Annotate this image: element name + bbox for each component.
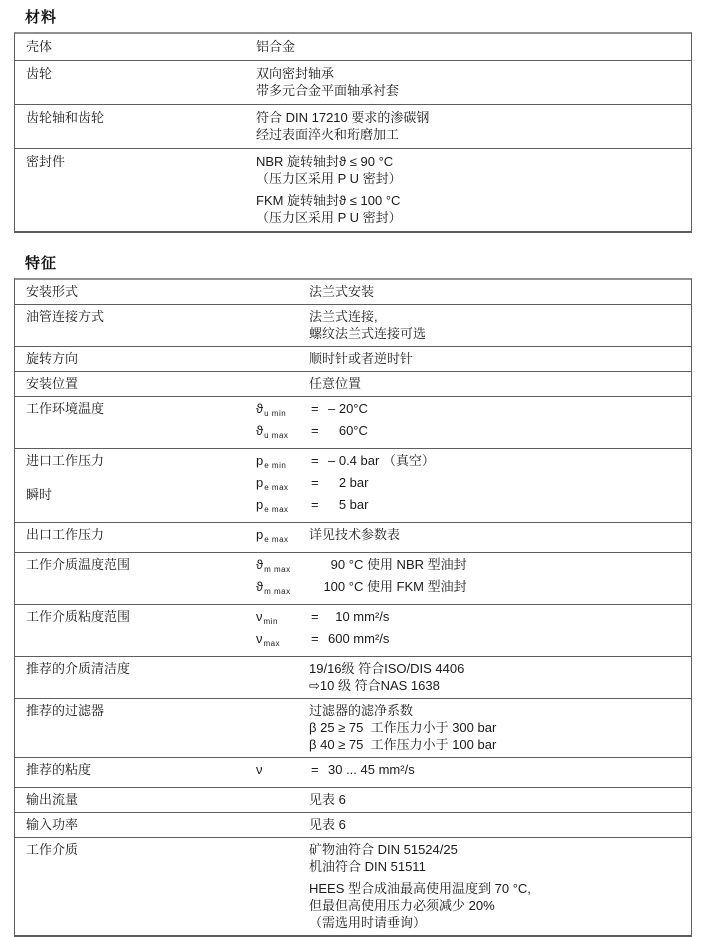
value-line (256, 791, 691, 808)
value-line (256, 880, 691, 897)
value-line (256, 660, 691, 677)
symbol: $ϑ_{u min}$ (256, 401, 287, 418)
value-text: 螺纹法兰式连接可选 (309, 326, 427, 341)
row-label (15, 660, 256, 694)
symbol: $ϑ_{u max}$ (256, 423, 289, 440)
label-line: 进口工作压力 (26, 453, 105, 468)
value-text: 矿物油符合 DIN 51524/25 (309, 842, 458, 857)
table-row (15, 657, 691, 699)
row-label (15, 841, 256, 931)
value-line (256, 841, 691, 858)
value-line (256, 400, 691, 422)
row-label (15, 761, 256, 783)
row-content (256, 841, 691, 931)
row-content (256, 608, 691, 652)
label-line: 瞬时 (26, 487, 53, 502)
symbol-subscript: min (263, 617, 278, 626)
value-text: ⇨10 级 符合NAS 1638 (309, 678, 440, 693)
symbol-subscript: e max (264, 505, 289, 514)
row-content (256, 452, 691, 518)
label-line: 密封件 (26, 154, 66, 169)
symbol-slot (256, 422, 309, 444)
value-line (256, 422, 691, 444)
symbol-slot (256, 452, 309, 474)
table-row (15, 280, 691, 305)
value-text: 2 bar (328, 475, 369, 490)
label-line: 安装位置 (26, 376, 79, 391)
table-row (15, 553, 691, 605)
label-line: 安装形式 (26, 284, 79, 299)
row-content (256, 375, 691, 392)
equals-sign: = (311, 609, 319, 624)
value-line (256, 858, 691, 875)
value-line (256, 578, 691, 600)
row-content (256, 791, 691, 808)
value-line (256, 65, 691, 82)
symbol-subscript: u max (264, 431, 289, 440)
value-text: 100 °C 使用 FKM 型油封 (309, 579, 467, 594)
value-line (256, 126, 691, 143)
value-text: 双向密封轴承 (256, 66, 335, 81)
value-text: 600 mm²/s (328, 631, 390, 646)
value-line (256, 109, 691, 126)
label-line: 工作介质温度范围 (26, 557, 131, 572)
symbol: $p_{e max}$ (256, 497, 289, 514)
value-text: （压力区采用 P U 密封） (256, 171, 402, 186)
label-line (26, 469, 256, 486)
value-text: 90 °C 使用 NBR 型油封 (309, 557, 467, 572)
value-text: 见表 6 (309, 817, 346, 832)
value-text: NBR 旋转轴封ϑ ≤ 90 °C (256, 154, 394, 169)
symbol: $ϑ_{m max}$ (256, 579, 291, 596)
row-content (256, 153, 691, 226)
table-row (15, 149, 691, 231)
value-text: 铝合金 (256, 39, 296, 54)
value-text: （压力区采用 P U 密封） (256, 210, 402, 225)
value-text: 详见技术参数表 (309, 527, 401, 542)
value-line (256, 452, 691, 474)
label-line: 输出流量 (26, 792, 79, 807)
value-text: 法兰式安装 (309, 284, 375, 299)
equals-sign: = (311, 631, 319, 646)
row-label (15, 38, 256, 55)
table-row (15, 61, 691, 105)
label-line: 壳体 (26, 39, 53, 54)
row-label (15, 153, 256, 226)
equals-sign: = (311, 423, 319, 438)
row-label (15, 350, 256, 367)
row-content (256, 109, 691, 143)
symbol-subscript: e max (264, 535, 289, 544)
row-label (15, 556, 256, 600)
symbol-slot (256, 578, 309, 600)
row-content (256, 65, 691, 99)
equals-sign: = (311, 762, 319, 777)
label-line: 齿轮 (26, 66, 53, 81)
table-row (15, 105, 691, 149)
value-text: β 25 ≥ 75 工作压力小于 300 bar (309, 720, 497, 735)
row-label (15, 791, 256, 808)
row-content (256, 400, 691, 444)
symbol-slot (256, 496, 309, 518)
equals-sign: = (311, 475, 319, 490)
value-text: – 20°C (328, 401, 368, 416)
value-text: 机油符合 DIN 51511 (309, 859, 426, 874)
value-text: 顺时针或者逆时针 (309, 351, 414, 366)
value-text: β 40 ≥ 75 工作压力小于 100 bar (309, 737, 497, 752)
symbol: $p_{e min}$ (256, 453, 287, 470)
characteristics-section (14, 254, 692, 937)
row-label (15, 608, 256, 652)
row-label (15, 400, 256, 444)
value-text: （需选用时请垂询） (309, 915, 427, 930)
table-row (15, 838, 691, 935)
equals-sign: = (311, 497, 319, 512)
table-row (15, 34, 691, 61)
symbol: $\nu_{max}$ (256, 631, 281, 648)
value-line (256, 192, 691, 209)
label-line: 油管连接方式 (26, 309, 105, 324)
value-line (256, 209, 691, 226)
value-line (256, 82, 691, 99)
row-content (256, 526, 691, 548)
value-text: 见表 6 (309, 792, 346, 807)
label-line: 推荐的过滤器 (26, 703, 105, 718)
label-line: 工作介质粘度范围 (26, 609, 131, 624)
symbol-subscript: m max (264, 565, 291, 574)
row-label (15, 375, 256, 392)
table-row (15, 372, 691, 397)
value-text: 5 bar (328, 497, 369, 512)
table-row (15, 699, 691, 758)
value-text: 10 mm²/s (328, 609, 390, 624)
value-line (256, 38, 691, 55)
symbol-slot (256, 526, 309, 548)
label-line: 推荐的粘度 (26, 762, 92, 777)
symbol-subscript (263, 770, 264, 779)
symbol-slot (256, 608, 309, 630)
value-line (256, 736, 691, 753)
value-text: 任意位置 (309, 376, 362, 391)
row-content (256, 702, 691, 753)
value-text: 60°C (328, 423, 368, 438)
value-line (256, 816, 691, 833)
value-line (256, 719, 691, 736)
symbol-subscript: u min (264, 409, 287, 418)
value-text: 带多元合金平面轴承衬套 (256, 83, 400, 98)
table-row (15, 758, 691, 788)
label-line: 出口工作压力 (26, 527, 105, 542)
row-label (15, 816, 256, 833)
value-text: HEES 型合成油最高使用温度到 70 °C, (309, 881, 531, 896)
symbol-subscript: e min (264, 461, 287, 470)
value-line (256, 375, 691, 392)
value-line (256, 914, 691, 931)
row-content (256, 556, 691, 600)
value-line (256, 350, 691, 367)
value-text: 30 ... 45 mm²/s (328, 762, 415, 777)
row-content (256, 308, 691, 342)
label-line: 旋转方向 (26, 351, 79, 366)
symbol-slot (256, 556, 309, 578)
label-line: 齿轮轴和齿轮 (26, 110, 105, 125)
value-line (256, 496, 691, 518)
label-line: 输入功率 (26, 817, 79, 832)
value-line (256, 153, 691, 170)
row-content (256, 761, 691, 783)
label-line: 推荐的介质清洁度 (26, 661, 131, 676)
symbol: $ϑ_{m max}$ (256, 557, 291, 574)
symbol-subscript: max (263, 639, 281, 648)
characteristics-section-title: 特征 (25, 255, 58, 272)
value-text: – 0.4 bar （真空） (328, 453, 435, 468)
value-line (256, 308, 691, 325)
row-content (256, 660, 691, 694)
label-line: 工作介质 (26, 842, 79, 857)
row-label (15, 452, 256, 518)
row-label (15, 109, 256, 143)
row-content (256, 38, 691, 55)
value-text: 过滤器的滤净系数 (309, 703, 414, 718)
symbol: $p_{e max}$ (256, 475, 289, 492)
symbol-slot (256, 474, 309, 496)
row-label (15, 308, 256, 342)
value-line (256, 897, 691, 914)
value-text: 但最但高使用压力必须减少 20% (309, 898, 495, 913)
equals-sign: = (311, 453, 319, 468)
symbol: $\nu_{min}$ (256, 609, 278, 626)
value-line (256, 526, 691, 548)
table-row (15, 347, 691, 372)
table-row (15, 523, 691, 553)
symbol-subscript: m max (264, 587, 291, 596)
materials-section-title: 材料 (25, 9, 58, 26)
symbol-slot (256, 400, 309, 422)
table-row (15, 305, 691, 347)
row-content (256, 816, 691, 833)
characteristics-table (14, 278, 692, 937)
value-text: 经过表面淬火和珩磨加工 (256, 127, 400, 142)
symbol-slot (256, 761, 309, 783)
table-row (15, 605, 691, 657)
value-line (256, 170, 691, 187)
symbol-slot (256, 630, 309, 652)
value-line (256, 630, 691, 652)
value-line (256, 556, 691, 578)
materials-section (14, 8, 692, 233)
symbol: ν (256, 762, 263, 777)
value-line (256, 677, 691, 694)
table-row (15, 813, 691, 838)
value-text: 符合 DIN 17210 要求的渗碳钢 (256, 110, 430, 125)
table-row (15, 397, 691, 449)
symbol-subscript: e max (264, 483, 289, 492)
row-label (15, 702, 256, 753)
table-row (15, 449, 691, 523)
row-label (15, 283, 256, 300)
row-label (15, 526, 256, 548)
symbol: $p_{e max}$ (256, 527, 289, 544)
value-text: FKM 旋转轴封ϑ ≤ 100 °C (256, 193, 401, 208)
value-line (256, 702, 691, 719)
value-line (256, 761, 691, 783)
materials-table (14, 32, 692, 233)
table-row (15, 788, 691, 813)
label-line: 工作环境温度 (26, 401, 105, 416)
value-line (256, 608, 691, 630)
value-line (256, 283, 691, 300)
value-text: 法兰式连接, (309, 309, 378, 324)
row-content (256, 350, 691, 367)
value-line (256, 325, 691, 342)
row-content (256, 283, 691, 300)
value-line (256, 474, 691, 496)
value-text: 19/16级 符合ISO/DIS 4406 (309, 661, 465, 676)
equals-sign: = (311, 401, 319, 416)
row-label (15, 65, 256, 99)
